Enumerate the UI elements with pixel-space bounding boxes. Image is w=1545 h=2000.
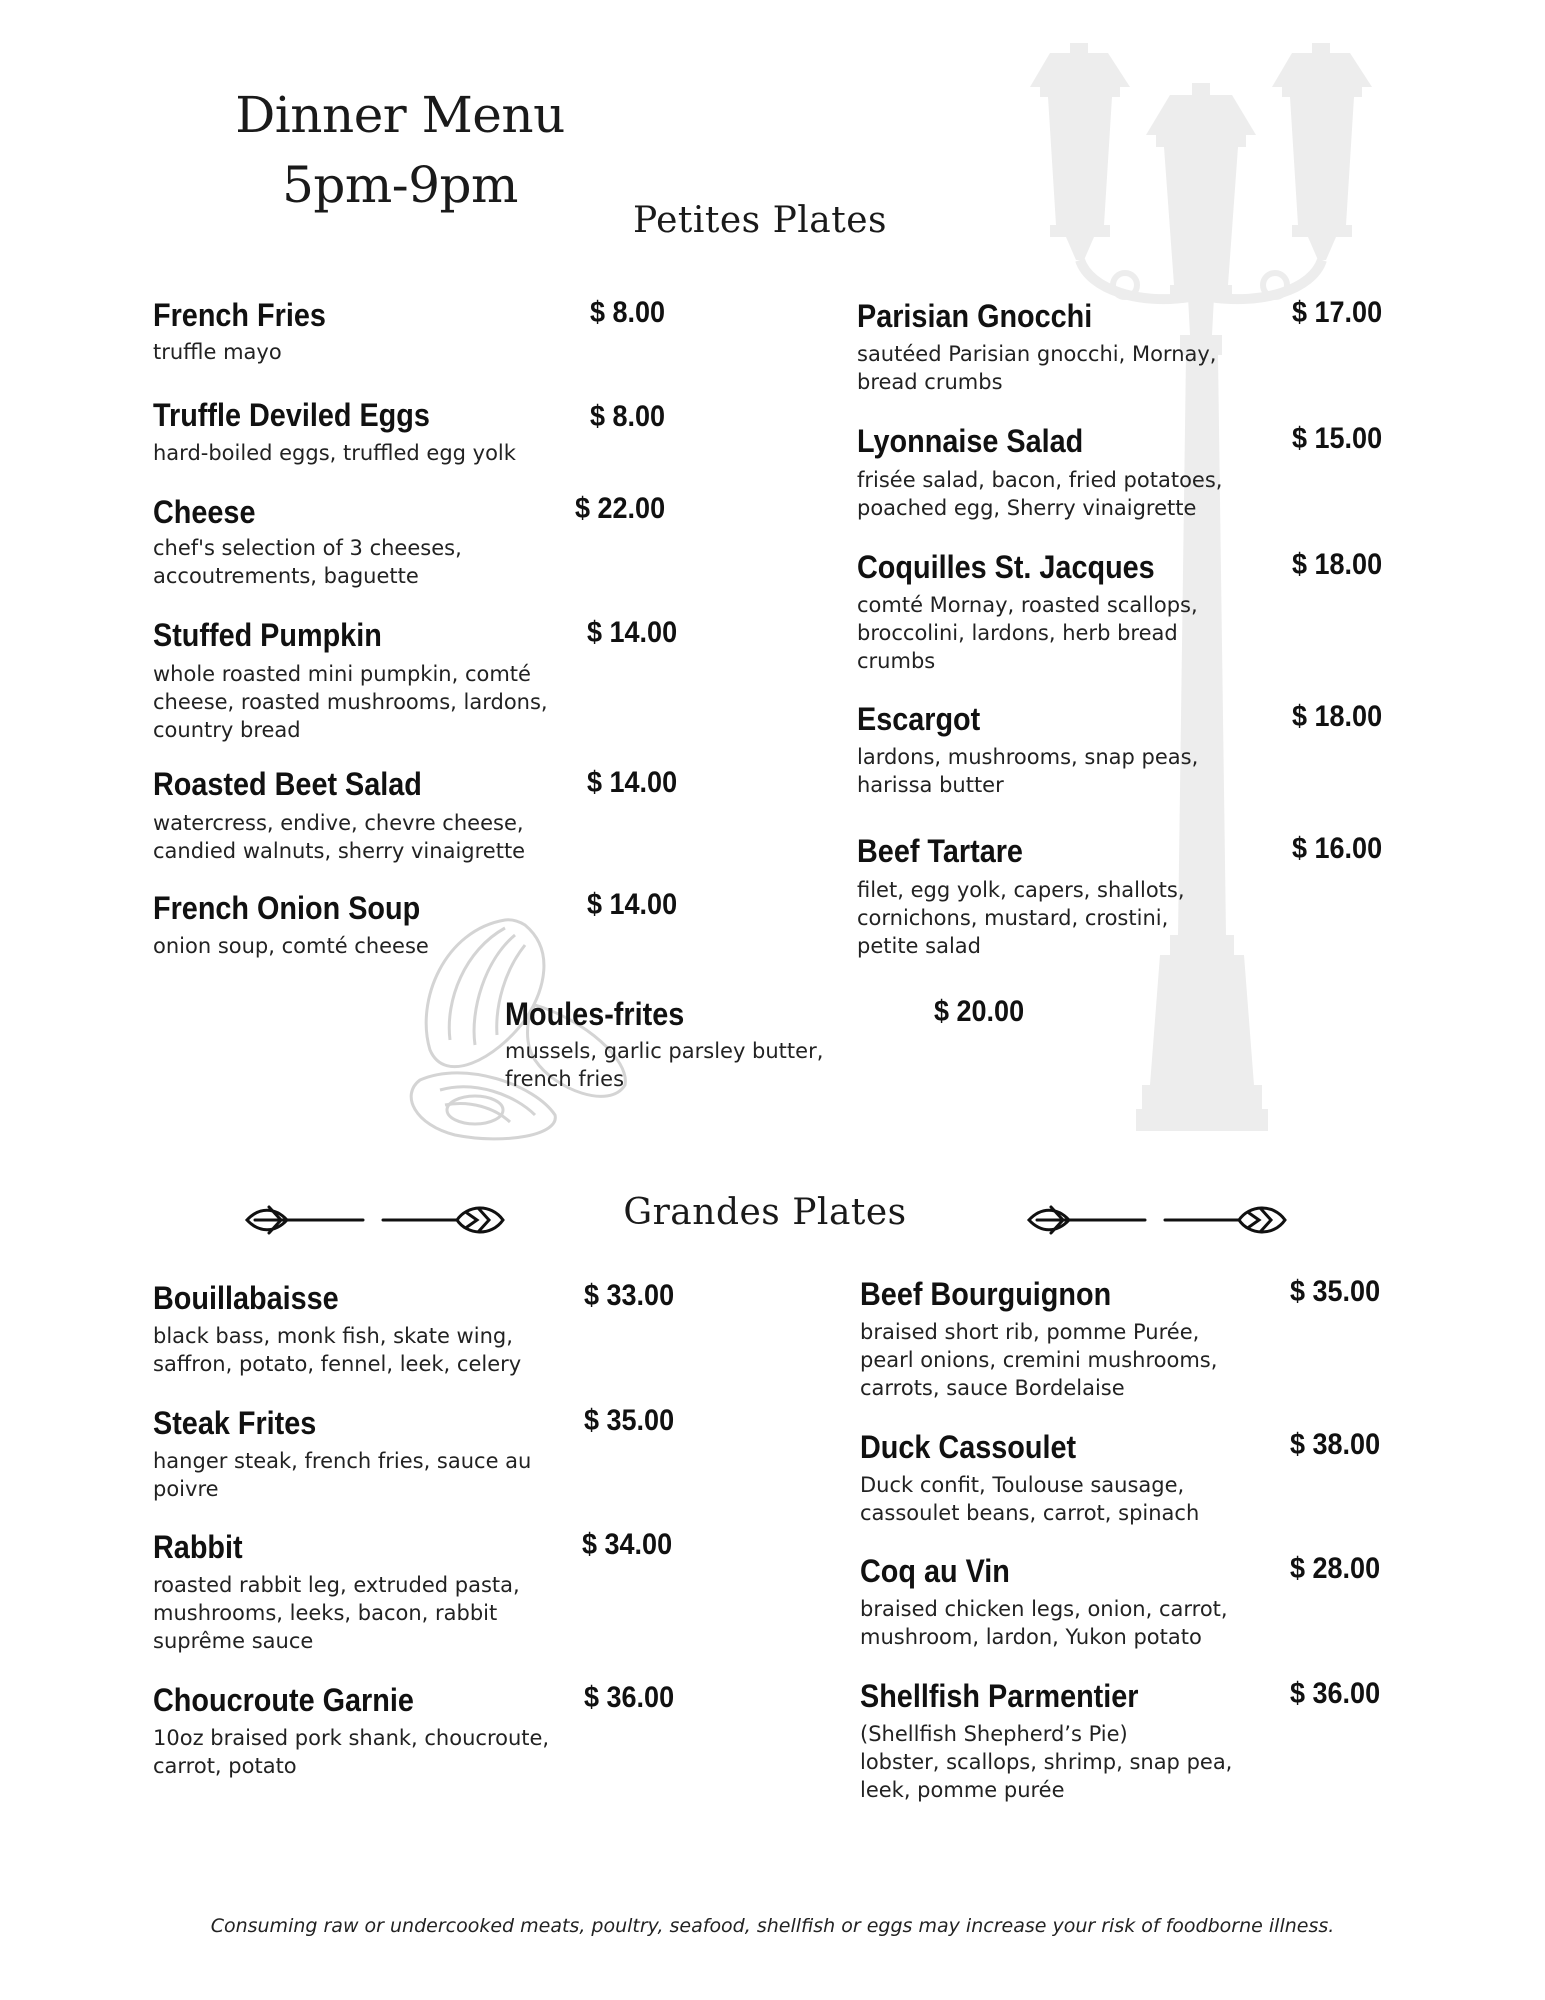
item-name: Truffle Deviled Eggs	[153, 397, 430, 433]
item-description: mussels, garlic parsley butter, french fries	[505, 1039, 824, 1091]
item-description: hard-boiled eggs, truffled egg yolk	[153, 441, 516, 465]
item-description: comté Mornay, roasted scallops, broccolini, lardons, herb bread crumbs	[857, 593, 1198, 673]
menu-hours: 5pm-9pm	[282, 156, 518, 214]
section-title-petites: Petites Plates	[632, 200, 888, 241]
item-name: Lyonnaise Salad	[857, 423, 1084, 459]
item-name: Coquilles St. Jacques	[857, 549, 1155, 585]
item-price: $ 14.00	[587, 888, 678, 921]
item-description: hanger steak, french fries, sauce au poivre	[153, 1449, 532, 1501]
item-name: Escargot	[857, 701, 981, 737]
item-price: $ 17.00	[1292, 296, 1383, 329]
item-name: French Fries	[153, 297, 326, 333]
item-description: lardons, mushrooms, snap peas, harissa butter	[857, 745, 1199, 797]
section-title-grandes: Grandes Plates	[623, 1192, 907, 1233]
item-price: $ 35.00	[1290, 1275, 1381, 1308]
leaf-arrow-divider-icon	[245, 1195, 505, 1245]
item-price: $ 36.00	[1290, 1677, 1381, 1710]
item-name: Bouillabaisse	[153, 1280, 339, 1316]
item-name: Stuffed Pumpkin	[153, 617, 382, 653]
item-name: Beef Tartare	[857, 833, 1023, 869]
item-description: black bass, monk fish, skate wing, saffron, potato, fennel, leek, celery	[153, 1324, 522, 1376]
item-price: $ 20.00	[934, 995, 1025, 1028]
item-price: $ 8.00	[590, 296, 666, 329]
item-description: filet, egg yolk, capers, shallots, cornichons, mustard, crostini, petite salad	[857, 878, 1185, 958]
menu-title: Dinner Menu	[235, 86, 565, 144]
item-name: Rabbit	[153, 1529, 243, 1565]
item-name: French Onion Soup	[153, 890, 421, 926]
item-price: $ 14.00	[587, 616, 678, 649]
item-price: $ 34.00	[582, 1528, 673, 1561]
item-description: chef's selection of 3 cheeses, accoutrements, baguette	[153, 536, 462, 588]
item-price: $ 36.00	[584, 1681, 675, 1714]
item-description: lobster, scallops, shrimp, snap pea, leek, pomme purée	[860, 1750, 1233, 1802]
item-price: $ 28.00	[1290, 1552, 1381, 1585]
item-description: roasted rabbit leg, extruded pasta, mushrooms, leeks, bacon, rabbit suprême sauce	[153, 1573, 520, 1653]
item-name: Moules-frites	[505, 996, 685, 1032]
item-price: $ 35.00	[584, 1404, 675, 1437]
item-description: onion soup, comté cheese	[153, 934, 429, 958]
item-description: whole roasted mini pumpkin, comté cheese, roasted mushrooms, lardons, country bread	[153, 662, 548, 742]
item-description: 10oz braised pork shank, choucroute, carrot, potato	[153, 1726, 550, 1778]
item-description: Duck confit, Toulouse sausage, cassoulet beans, carrot, spinach	[860, 1473, 1200, 1525]
item-description: watercress, endive, chevre cheese, candied walnuts, sherry vinaigrette	[153, 811, 526, 863]
item-price: $ 8.00	[590, 400, 666, 433]
item-name: Shellfish Parmentier	[860, 1678, 1139, 1714]
item-description: truffle mayo	[153, 340, 282, 364]
item-name: Parisian Gnocchi	[857, 298, 1093, 334]
footer-disclaimer: Consuming raw or undercooked meats, poultry, seafood, shellfish or eggs may increase your risk of foodborne illness.	[210, 1915, 1335, 1937]
item-price: $ 15.00	[1292, 422, 1383, 455]
item-name: Cheese	[153, 494, 256, 530]
item-price: $ 38.00	[1290, 1428, 1381, 1461]
item-price: $ 18.00	[1292, 700, 1383, 733]
item-price: $ 18.00	[1292, 548, 1383, 581]
item-price: $ 16.00	[1292, 832, 1383, 865]
item-description: frisée salad, bacon, fried potatoes, poached egg, Sherry vinaigrette	[857, 468, 1223, 520]
item-name: Roasted Beet Salad	[153, 766, 422, 802]
item-name: Steak Frites	[153, 1405, 317, 1441]
item-description: sautéed Parisian gnocchi, Mornay, bread crumbs	[857, 342, 1217, 394]
item-price: $ 33.00	[584, 1279, 675, 1312]
item-name: Coq au Vin	[860, 1553, 1010, 1589]
item-description: (Shellfish Shepherd’s Pie)	[860, 1722, 1128, 1746]
leaf-arrow-divider-icon	[1027, 1195, 1287, 1245]
item-name: Duck Cassoulet	[860, 1429, 1077, 1465]
item-price: $ 22.00	[575, 492, 666, 525]
item-name: Choucroute Garnie	[153, 1682, 414, 1718]
item-name: Beef Bourguignon	[860, 1276, 1112, 1312]
item-description: braised chicken legs, onion, carrot, mushroom, lardon, Yukon potato	[860, 1597, 1228, 1649]
item-description: braised short rib, pomme Purée, pearl onions, cremini mushrooms, carrots, sauce Bordelaise	[860, 1320, 1218, 1400]
item-price: $ 14.00	[587, 766, 678, 799]
